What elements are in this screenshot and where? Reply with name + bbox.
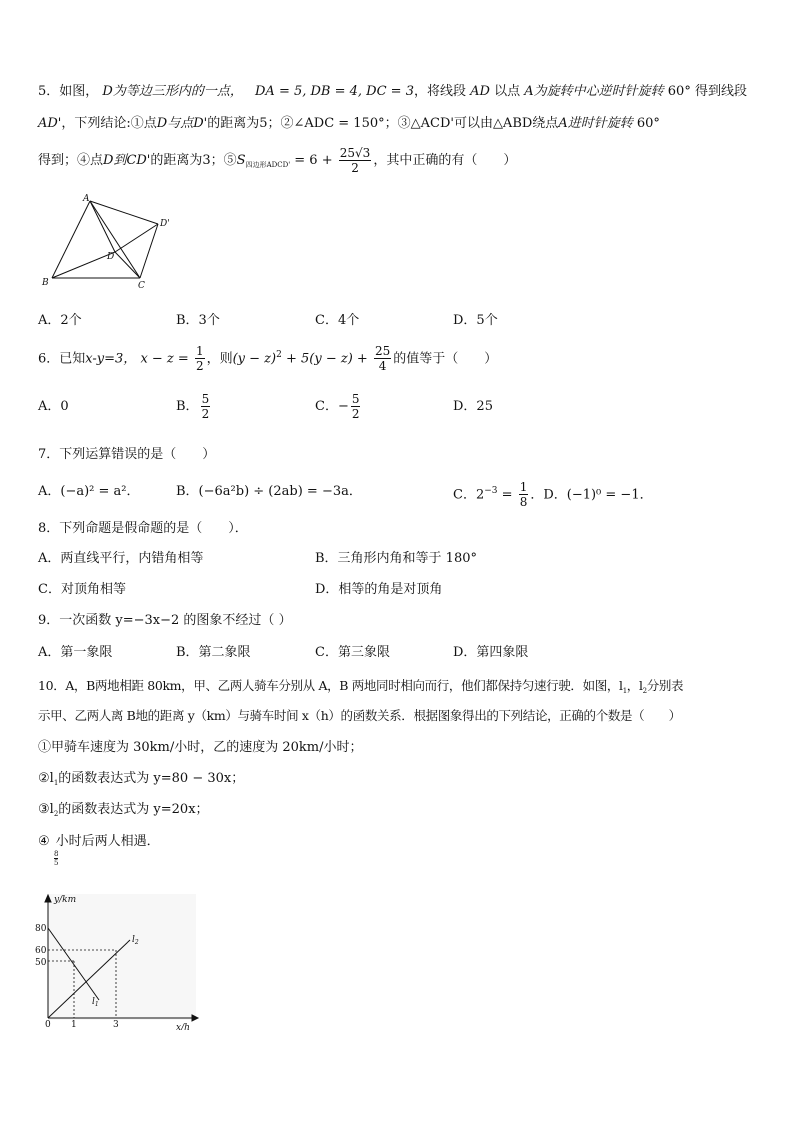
q5-subscript: 四边形ADCD' xyxy=(245,161,291,169)
x-tick-0: 0 xyxy=(45,1020,51,1030)
q6-exponent: 2 xyxy=(276,350,282,360)
q10-fraction-8-5 xyxy=(54,850,58,867)
y-tick-60: 60 xyxy=(35,946,47,956)
q5-line-3 xyxy=(38,146,516,179)
option-label: B． xyxy=(176,399,199,414)
q10-line-1 xyxy=(38,676,683,701)
l2-letter: l xyxy=(132,935,135,945)
q10-text: 分别表 xyxy=(646,678,684,693)
segment-AD-prime xyxy=(90,201,158,224)
fraction-denominator: 2 xyxy=(351,407,360,421)
q6-option-a[interactable]: A．0 xyxy=(38,399,69,414)
q5-math: AD' xyxy=(38,116,62,131)
q8-option-d[interactable]: D．相等的角是对顶角 xyxy=(315,582,443,597)
q8-option-a[interactable]: A．两直线平行，内错角相等 xyxy=(38,551,204,566)
fraction-numerator: 5 xyxy=(201,392,210,406)
q10-graph xyxy=(30,890,200,1030)
q5-text: A进时针旋转 xyxy=(558,116,633,131)
q7-option-c-d[interactable] xyxy=(453,473,653,513)
q9-option-b[interactable]: B．第二象限 xyxy=(176,645,251,660)
vertex-label-C: C xyxy=(138,281,145,290)
q8-option-c[interactable]: C．对顶角相等 xyxy=(38,582,126,597)
q10-text: 的函数表达式为 y=20x； xyxy=(58,802,209,817)
q7-fraction xyxy=(519,480,529,509)
q6-text: ，则 xyxy=(206,351,233,367)
q6-math: x-y=3， xyxy=(85,351,137,367)
segment-DC xyxy=(115,252,140,278)
q5-math: AD xyxy=(470,84,490,99)
q6-stem xyxy=(38,337,497,377)
vertex-label-B: B xyxy=(42,278,49,288)
q5-math: S xyxy=(236,153,246,168)
q9-stem: 9．一次函数 y=−3x−2 的图象不经过（ ） xyxy=(38,613,292,628)
fraction-denominator: 2 xyxy=(195,359,204,374)
q6-math: x − z = xyxy=(140,351,189,367)
subscript: 2 xyxy=(53,810,59,818)
q6-fraction xyxy=(374,344,391,373)
fraction-denominator: 4 xyxy=(378,359,387,374)
q9-option-d[interactable]: D．第四象限 xyxy=(453,645,529,660)
l2-subscript: 2 xyxy=(134,939,139,946)
segment-DD-prime xyxy=(115,224,158,252)
fraction-denominator: 2 xyxy=(351,161,359,175)
q9-option-c[interactable]: C．第三象限 xyxy=(315,645,390,660)
segment-AC xyxy=(90,201,140,278)
q5-text: D与点 xyxy=(156,116,194,131)
q7-option-b[interactable]: B．(−6a²b) ÷ (2ab) = −3a． xyxy=(176,484,362,499)
q9-option-a[interactable]: A．第一象限 xyxy=(38,645,113,660)
q10-statement-4 xyxy=(38,832,160,852)
q5-fraction xyxy=(339,146,372,175)
q5-text: 5．如图， xyxy=(38,84,99,99)
q7-stem: 7．下列运算错误的是（ ） xyxy=(38,447,216,462)
subscript: 2 xyxy=(642,687,647,695)
fraction-numerator: 8 xyxy=(54,850,59,858)
y-axis-label: y/km xyxy=(54,895,77,905)
option-label: C．2 xyxy=(453,487,485,503)
q5-math: D' xyxy=(193,116,208,131)
q5-math: 60° xyxy=(667,84,691,99)
fraction-denominator: 5 xyxy=(54,859,59,867)
q10-text: 小时后两人相遇． xyxy=(55,834,160,849)
vertex-label-D: D xyxy=(107,252,115,262)
q10-statement-1: ①甲骑车速度为 30km/小时，乙的速度为 20km/小时； xyxy=(38,740,363,755)
fraction-denominator: 2 xyxy=(201,407,210,421)
q5-figure xyxy=(40,190,190,290)
q5-line-2 xyxy=(38,114,660,134)
q6-option-d[interactable]: D．25 xyxy=(453,399,493,414)
q5-text: 的距离为5；②∠ADC = 150°；③△ACD'可以由△ABD绕点 xyxy=(207,116,559,131)
q5-option-a[interactable]: A．2个 xyxy=(38,313,82,328)
q5-option-d[interactable]: D．5个 xyxy=(453,313,498,328)
q6-fraction xyxy=(201,392,211,421)
l1-letter: l xyxy=(92,997,95,1007)
fraction-numerator: 1 xyxy=(519,480,528,495)
q5-math: = 6 + xyxy=(294,153,333,168)
vertex-label-D-prime: D' xyxy=(160,219,170,229)
q6-fraction xyxy=(351,392,361,421)
q6-text: 的值等于（ ） xyxy=(393,351,498,367)
q8-stem: 8．下列命题是假命题的是（ ）． xyxy=(38,521,248,536)
y-tick-80: 80 xyxy=(35,924,47,934)
q10-line-2: 示甲、乙两人离 B地的距离 y（km）与骑车时间 x（h）的函数关系．根据图象得出的下列结论，正确的个数是（ ） xyxy=(38,708,681,723)
q7-option-a[interactable]: A．(−a)² = a²． xyxy=(38,484,140,499)
q6-math: + 5(y − z) + xyxy=(285,351,368,367)
q5-text: ，将线段 xyxy=(413,84,466,99)
vertex-label-A: A xyxy=(83,194,90,204)
fraction-numerator: 5 xyxy=(351,392,360,406)
y-tick-50: 50 xyxy=(35,958,47,968)
segment-CD-prime xyxy=(140,224,158,278)
q5-text: 以点 xyxy=(494,84,521,99)
fraction-denominator: 8 xyxy=(519,495,528,510)
q5-option-b[interactable]: B．3个 xyxy=(176,313,220,328)
option-label: C．− xyxy=(315,399,349,414)
q10-text: ②l xyxy=(38,771,54,786)
x-tick-3: 3 xyxy=(113,1020,119,1030)
x-tick-1: 1 xyxy=(71,1020,77,1030)
q5-text: D为等边三形内的一点， xyxy=(102,84,243,99)
q5-option-c[interactable]: C．4个 xyxy=(315,313,360,328)
l1-subscript: 1 xyxy=(94,1001,99,1008)
q5-math: D到CD' xyxy=(103,153,151,168)
q5-text: A为旋转中心逆时针旋转 xyxy=(524,84,664,99)
q6-option-c[interactable] xyxy=(315,389,362,425)
q10-text: ④ xyxy=(38,834,50,849)
q5-line-1 xyxy=(38,82,747,102)
segment-AB xyxy=(52,201,90,278)
q10-text: 10．A，B两地相距 80km，甲、乙两人骑车分别从 A，B 两地同时相向而行，他们都保持匀速行驶．如图，l xyxy=(38,678,623,693)
q6-option-b[interactable] xyxy=(176,389,212,425)
q5-text: 的距离为3；⑤ xyxy=(150,153,237,168)
q10-text: 的函数表达式为 y=80 − 30x； xyxy=(58,771,245,786)
exponent: −3 xyxy=(484,486,498,496)
q10-statement-2 xyxy=(38,769,244,793)
q8-option-b[interactable]: B．三角形内角和等于 180° xyxy=(315,551,477,566)
subscript: 1 xyxy=(53,779,59,787)
option-label: ．D．(−1)⁰ = −1． xyxy=(530,487,653,503)
q10-text: ，l xyxy=(626,678,643,693)
x-axis-label: x/h xyxy=(176,1023,190,1030)
q6-fraction xyxy=(195,344,205,373)
fraction-numerator: 25√3 xyxy=(339,146,371,160)
q10-statement-3 xyxy=(38,800,209,824)
q5-text: ，下列结论:①点 xyxy=(61,116,157,131)
fraction-numerator: 1 xyxy=(195,344,204,359)
fraction-numerator: 25 xyxy=(374,344,391,359)
q5-text: 得到；④点 xyxy=(38,153,104,168)
q10-text: ③l xyxy=(38,802,54,817)
q5-math: 60° xyxy=(636,116,660,131)
segment-BD xyxy=(52,252,115,278)
q6-math: (y − z) xyxy=(232,351,277,367)
q5-text: 得到线段 xyxy=(694,84,747,99)
math-symbol: = xyxy=(501,487,513,503)
q5-text: ，其中正确的有（ ） xyxy=(373,153,517,168)
q5-math: DA = 5, DB = 4, DC = 3 xyxy=(255,84,414,99)
q6-text: 6．已知 xyxy=(38,351,86,367)
subscript: 1 xyxy=(622,687,627,695)
